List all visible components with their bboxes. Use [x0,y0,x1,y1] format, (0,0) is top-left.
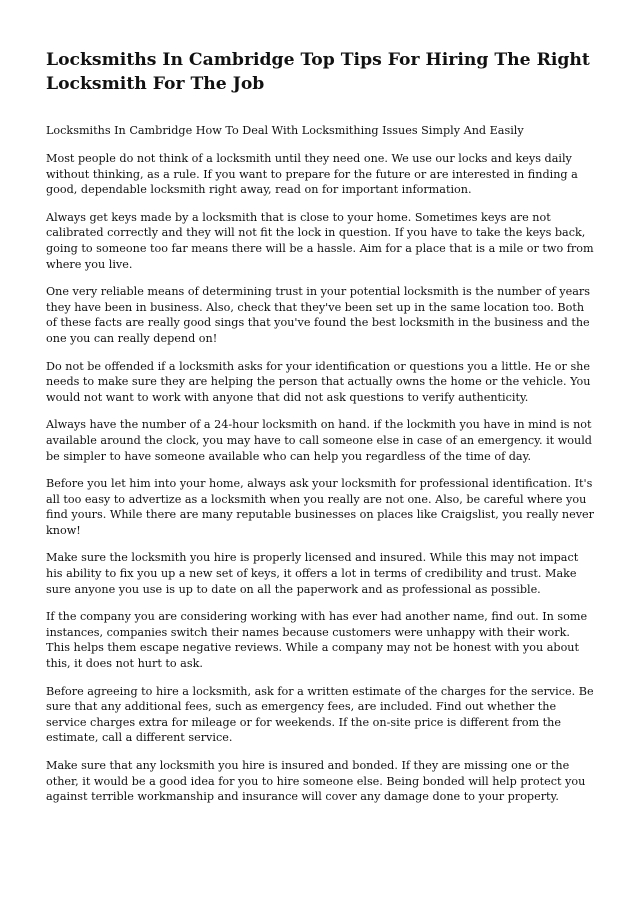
paragraph-2: Always get keys made by a locksmith that is close to your home. Sometimes keys are not calibrated correctly and they will not fit the lock in question. If you have to take the keys back, going to someone too far means there will be a hassle. Aim for a place that is a mile or two from where you live. [46,210,594,271]
paragraph-10: Make sure that any locksmith you hire is insured and bonded. If they are missing one or the other, it would be a good idea for you to hire someone else. Being bonded will help protect you against terrible workmanship and insurance will cover any damage done to your property. [46,759,586,804]
paragraph-3: One very reliable means of determining trust in your potential locksmith is the number of years they have been in business. Also, check that they've been set up in the same location too. Both of these facts are really good sings that you've found the best locksmith in the business and the one you can really depend on! [46,285,590,345]
paragraph-5: Always have the number of a 24-hour locksmith on hand. if the lockmith you have in mind is not available around the clock, you may have to call someone else in case of an emergency. it would be simpler to have someone available who can help you regardless of the time of day. [46,418,592,463]
paragraph-6: Before you let him into your home, always ask your locksmith for professional identification. It's all too easy to advertize as a locksmith when you really are not one. Also, be careful where you find yours. While there are many reputable businesses on places like Craigslist, you really never know! [46,477,594,537]
paragraph-1: Most people do not think of a locksmith until they need one. We use our locks and keys daily without thinking, as a rule. If you want to prepare for the future or are interested in finding a good, dependable locksmith right away, read on for important information. [46,152,578,197]
paragraph-4: Do not be offended if a locksmith asks for your identification or questions you a little. He or she needs to make sure they are helping the person that actually owns the home or the vehicle. You would not want to work with anyone that did not ask questions to verify authenticity. [46,359,591,404]
document-page [46,48,594,805]
page-title: Locksmiths In Cambridge Top Tips For Hiring The Right Locksmith For The Job [46,50,590,94]
paragraph-7: Make sure the locksmith you hire is properly licensed and insured. While this may not impact his ability to fix you up a new set of keys, it offers a lot in terms of credibility and trust. Make sure anyone you use is up to date on all the paperwork and as professional as possible. [46,551,579,596]
paragraph-8: If the company you are considering working with has ever had another name, find out. In some instances, companies switch their names because customers were unhappy with their work. This helps them escape negative reviews. While a company may not be honest with you about this, it does not hurt to ask. [46,610,588,671]
document-subtitle: Locksmiths In Cambridge How To Deal With Locksmithing Issues Simply And Easily [46,124,524,137]
paragraph-9: Before agreeing to hire a locksmith, ask for a written estimate of the charges for the service. Be sure that any additional fees, such as emergency fees, are included. Find out whether the service charges extra for mileage or for weekends. If the on-site price is different from the estimate, call a different service. [46,684,594,745]
